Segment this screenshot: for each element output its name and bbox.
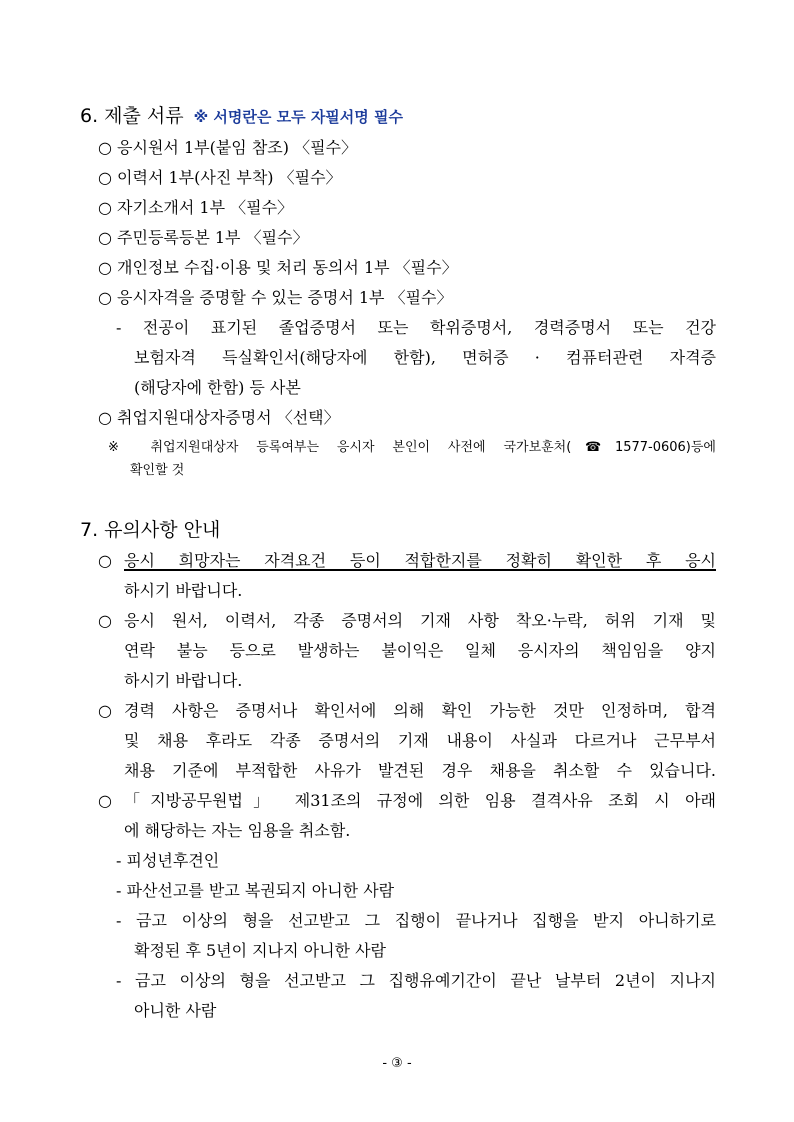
- list-item: ○ 주민등록등본 1부 〈필수〉: [98, 228, 309, 247]
- notice-line: 채용 기준에 부적합한 사유가 발견된 경우 채용을 취소할 수 있습니다.: [124, 761, 716, 780]
- bullet-icon: ○: [98, 551, 112, 570]
- section-6-heading: [80, 104, 403, 129]
- page-number: - ③ -: [382, 1056, 412, 1071]
- dash-item: - 금고 이상의 형을 선고받고 그 집행유예기간이 끝난 날부터 2년이 지나지: [116, 971, 716, 990]
- notice-line: 연락 불능 등으로 발생하는 불이익은 일체 응시자의 책임임을 양지: [124, 641, 716, 660]
- section-6-title: 6. 제출 서류: [80, 105, 184, 127]
- sub-item-line: (해당자에 한함) 등 사본: [134, 378, 301, 397]
- remark-line: ※ 취업지원대상자 등록여부는 응시자 본인이 사전에 국가보훈처(☎1577-0606)등에: [108, 440, 716, 455]
- sub-item-line: 보험자격 득실확인서(해당자에 한함), 면허증 · 컴퓨터관련 자격증: [134, 348, 716, 367]
- notice-line: 경력 사항은 증명서나 확인서에 의해 확인 가능한 것만 인정하며, 합격: [124, 701, 716, 720]
- dash-item: 확정된 후 5년이 지나지 아니한 사람: [134, 941, 386, 960]
- sub-item-line: - 전공이 표기된 졸업증명서 또는 학위증명서, 경력증명서 또는 건강: [116, 318, 716, 337]
- list-item: ○ 취업지원대상자증명서 〈선택〉: [98, 408, 340, 427]
- bullet-icon: ○: [98, 791, 112, 810]
- list-item: ○ 자기소개서 1부 〈필수〉: [98, 198, 294, 217]
- notice-line: [124, 550, 716, 572]
- dash-item: - 파산선고를 받고 복권되지 아니한 사람: [116, 881, 395, 900]
- dash-item: 아니한 사람: [134, 1001, 217, 1020]
- notice-line: 「지방공무원법」 제31조의 규정에 의한 임용 결격사유 조회 시 아래: [124, 791, 716, 810]
- notice-line: 및 채용 후라도 각종 증명서의 기재 내용이 사실과 다르거나 근무부서: [124, 731, 716, 750]
- notice-line: 하시기 바랍니다.: [124, 581, 243, 600]
- section-7-title: 7. 유의사항 안내: [80, 519, 221, 541]
- notice-line: 에 해당하는 자는 임용을 취소함.: [124, 821, 351, 840]
- notice-line: 응시 원서, 이력서, 각종 증명서의 기재 사항 착오·누락, 허위 기재 및: [124, 611, 716, 630]
- highlighted-notice: 응시 희망자는 자격요건 등이 적합한지를 정확히 확인한 후 응시: [124, 551, 716, 570]
- list-item: ○ 응시원서 1부(붙임 참조) 〈필수〉: [98, 138, 357, 157]
- list-item: ○ 이력서 1부(사진 부착) 〈필수〉: [98, 168, 342, 187]
- list-item: ○ 개인정보 수집·이용 및 처리 동의서 1부 〈필수〉: [98, 258, 458, 277]
- remark-line: 확인할 것: [130, 463, 185, 478]
- bullet-icon: ○: [98, 611, 112, 630]
- notice-line: 하시기 바랍니다.: [124, 671, 243, 690]
- signature-note: ※ 서명란은 모두 자필서명 필수: [193, 108, 403, 126]
- dash-item: - 피성년후견인: [116, 851, 220, 870]
- bullet-icon: ○: [98, 701, 112, 720]
- dash-item: - 금고 이상의 형을 선고받고 그 집행이 끝나거나 집행을 받지 아니하기로: [116, 911, 716, 930]
- section-7-heading: [80, 518, 220, 542]
- list-item: ○ 응시자격을 증명할 수 있는 증명서 1부 〈필수〉: [98, 288, 453, 307]
